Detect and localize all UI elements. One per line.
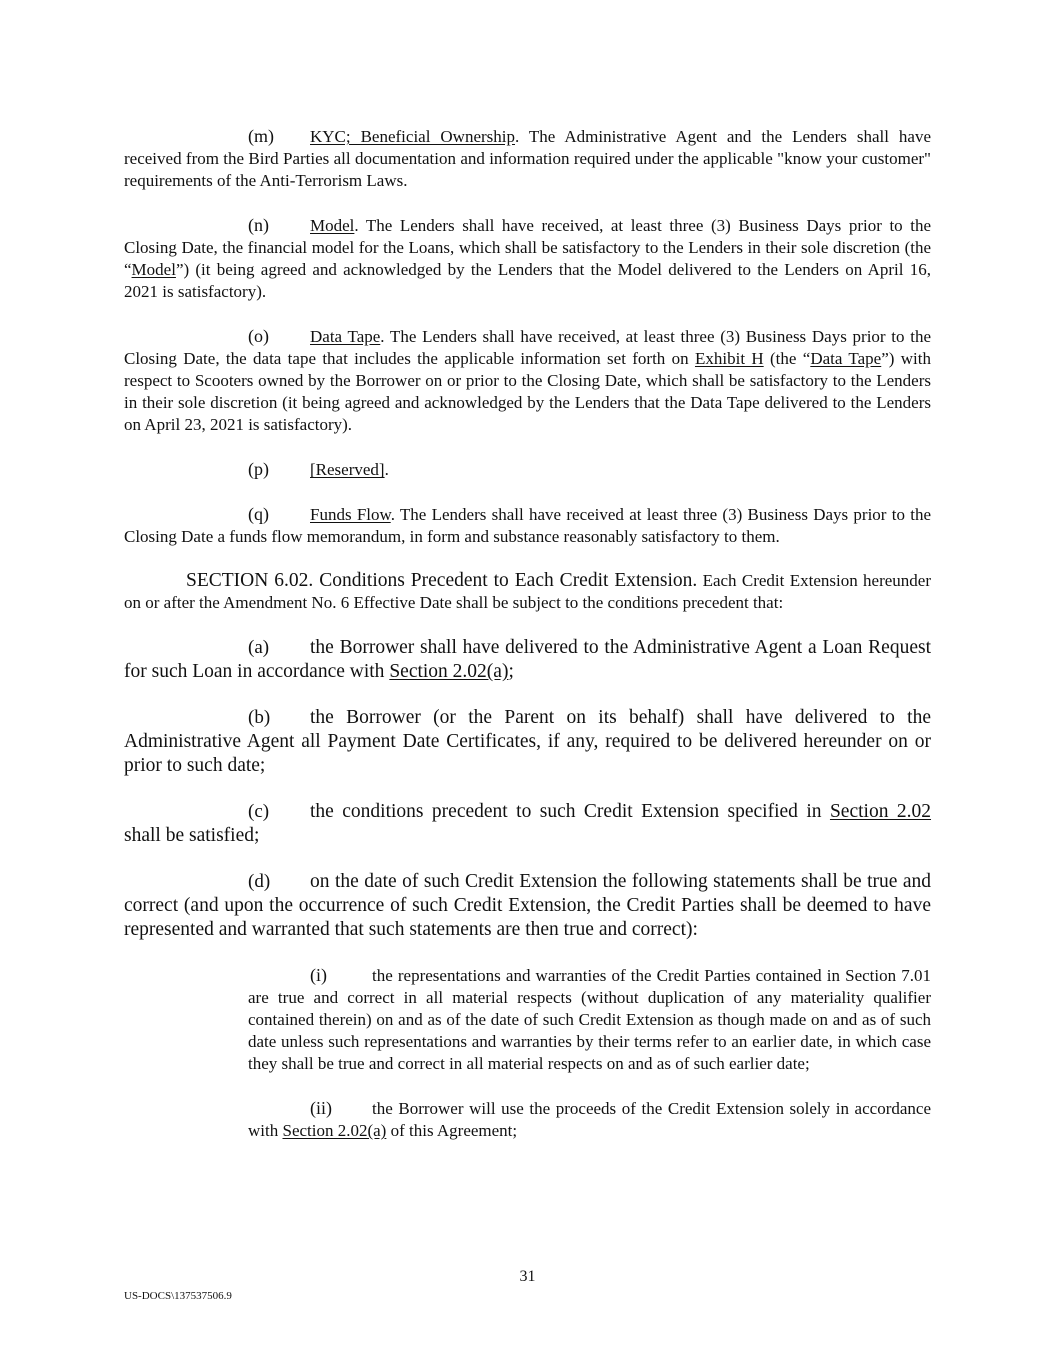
condition-number: (c) [248, 801, 270, 822]
document-body [124, 125, 931, 1164]
section-6-02 [124, 570, 931, 614]
condition-a [124, 636, 931, 684]
paragraph-text: . The Lenders shall have received at least three (3) Business Days prior to the Closing Date a funds flow memorandum, in form and substance reasonably satisfactory to them. [124, 505, 932, 546]
condition-number: (a) [248, 637, 270, 658]
condition-c [124, 800, 931, 848]
condition-text: the Borrower (or the Parent on its behalf) shall have delivered to the Administrative Agent all Payment Date Certificates, if any, required to be delivered hereunder on or prior to such date; [124, 707, 931, 776]
defined-term: Model [131, 260, 176, 279]
section-reference: Section 2.02(a) [389, 661, 509, 682]
paragraph-text: ”) with respect to Scooters owned by the Borrower on or prior to the Closing Date, which shall be satisfactory to the Lenders in their sole discretion (it being agreed and acknowledged by the Lenders that the Data Tape delivered to the Lenders on April 23, 2021 is satisfactory). [124, 349, 932, 434]
paragraph-text: ”) (it being agreed and acknowledged by the Lenders that the Model delivered to the Lenders on April 16, 2021 is satisfactory). [124, 260, 931, 301]
condition-text: the Borrower shall have delivered to the Administrative Agent a Loan Request for such Loan in accordance with [124, 637, 931, 682]
section-reference: Section 2.02(a) [282, 1121, 387, 1140]
paragraph-title: Model [310, 216, 355, 235]
document-id: US-DOCS\137537506.9 [124, 1290, 232, 1302]
paragraph-q [124, 503, 931, 548]
paragraph-text: (the “ [763, 349, 811, 368]
paragraph-number: (p) [248, 459, 269, 479]
subitem-number: (ii) [310, 1098, 332, 1118]
paragraph-number: (q) [248, 504, 269, 524]
condition-number: (b) [248, 707, 271, 728]
condition-d [124, 870, 931, 942]
section-text: Each Credit Extension hereunder on or after the Amendment No. 6 Effective Date shall be subject to the conditions precedent that: [124, 571, 931, 612]
section-reference: Section 2.02 [829, 801, 932, 822]
subitem-text-tail: of this Agreement; [386, 1121, 518, 1140]
paragraph-text: . [384, 460, 389, 479]
paragraph-title: Data Tape [310, 327, 381, 346]
paragraph-text: . The Administrative Agent and the Lenders shall have received from the Bird Parties all documentation and information required under the applicable "know your customer" requirements of the Anti-Terrorism Laws. [124, 127, 931, 190]
paragraph-text: . The Lenders shall have received, at least three (3) Business Days prior to the Closing Date, the financial model for the Loans, which shall be satisfactory to the Lenders in their sole discretion (the “ [124, 216, 931, 279]
paragraph-o [124, 325, 931, 436]
paragraph-text: . The Lenders shall have received, at least three (3) Business Days prior to the Closing Date, the data tape that includes the applicable information set forth on [124, 327, 931, 368]
paragraph-p [124, 458, 931, 481]
paragraph-number: (o) [248, 326, 269, 346]
subitem-number: (i) [310, 965, 327, 985]
exhibit-reference: Exhibit H [694, 349, 764, 368]
subitem-text: the Borrower will use the proceeds of the Credit Extension solely in accordance with [248, 1099, 931, 1140]
condition-b [124, 706, 931, 778]
condition-text-tail: shall be satisfied; [124, 825, 260, 846]
paragraph-number: (m) [248, 126, 274, 146]
paragraph-title: [Reserved] [310, 460, 385, 479]
condition-number: (d) [248, 871, 271, 892]
paragraph-m [124, 125, 931, 192]
paragraph-title: Funds Flow [310, 505, 391, 524]
page-number: 31 [519, 1268, 536, 1285]
paragraph-n [124, 214, 931, 303]
section-heading: SECTION 6.02. Conditions Precedent to Each Credit Extension. [186, 570, 698, 591]
paragraph-number: (n) [248, 215, 269, 235]
subitem-i [248, 964, 931, 1075]
defined-term: Data Tape [810, 349, 882, 368]
condition-text: on the date of such Credit Extension the following statements shall be true and correct (and upon the occurrence of such Credit Extension, the Credit Parties shall be deemed to have represented and warranted that such statements are then true and correct): [124, 871, 931, 940]
paragraph-title: KYC; Beneficial Ownership [310, 127, 515, 146]
condition-text: the conditions precedent to such Credit Extension specified in [310, 801, 830, 822]
subitem-ii [248, 1097, 931, 1142]
subitem-text: the representations and warranties of the Credit Parties contained in Section 7.01 are true and correct in all material respects (without duplication of any materiality qualifier contained therein) on and as of the date of such Credit Extension as though made on and as of such date unless such representations and warranties by their terms refer to an earlier date, in which case they shall be true and correct in all material respects on and as of such earlier date; [248, 966, 931, 1073]
condition-text-tail: ; [508, 661, 514, 682]
